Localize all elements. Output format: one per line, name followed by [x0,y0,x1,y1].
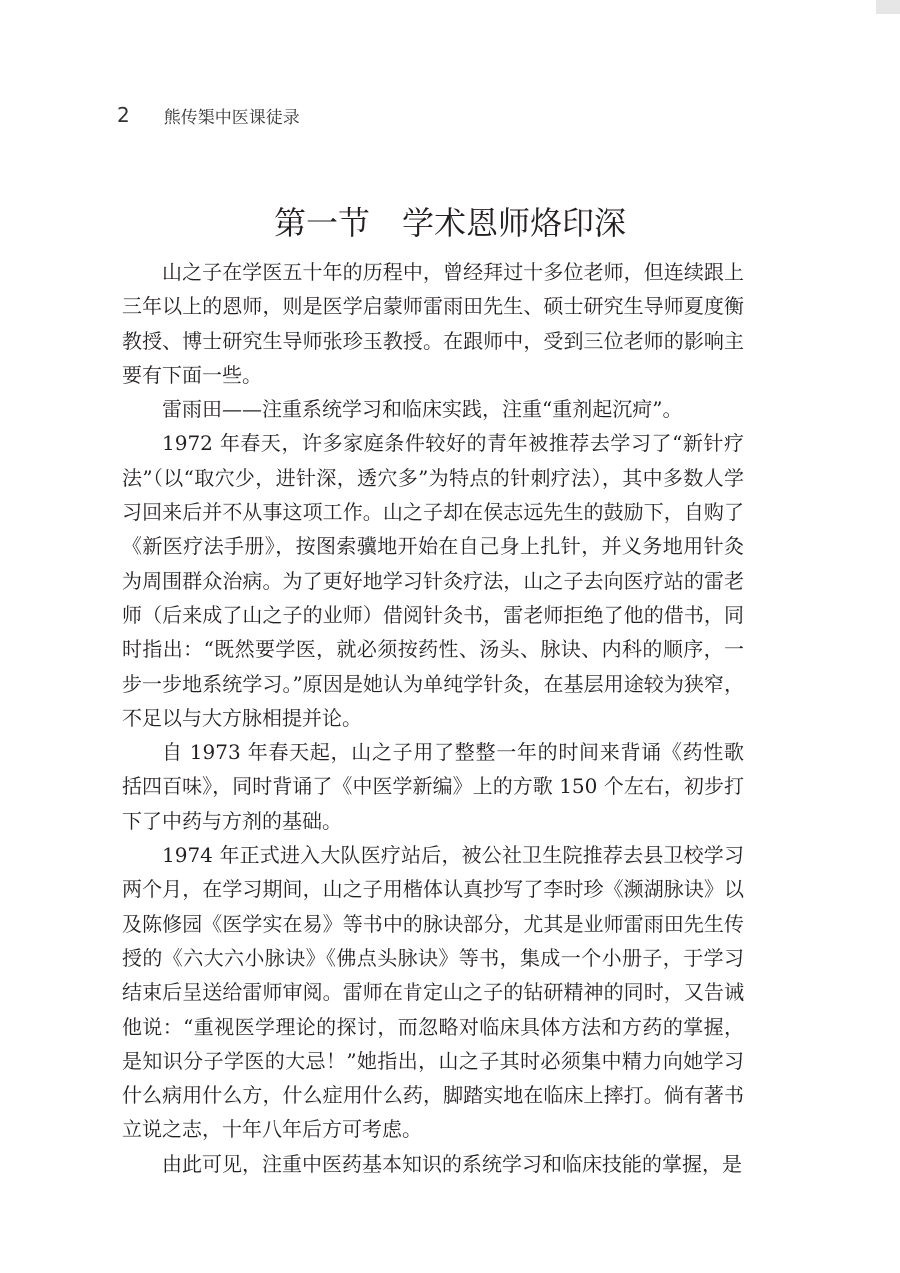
paragraph: 山之子在学医五十年的历程中，曾经拜过十多位老师，但连续跟上三年以上的恩师，则是医学启蒙师雷雨田先生、硕士研究生导师夏度衡教授、博士研究生导师张珍玉教授。在跟师中，受到三位老师的影响主要有下面一些。 [122,260,744,387]
running-header-book-title: 熊传榘中医课徒录 [163,107,300,128]
paragraph: 1972 年春天，许多家庭条件较好的青年被推荐去学习了“新针疗法”（以“取穴少，进针深，透穴多”为特点的针刺疗法），其中多数人学习回来后并不从事这项工作。山之子却在侯志远先生的鼓励下，自购了《新医疗法手册》，按图索骥地开始在自己身上扎针，并义务地用针灸为周围群众治病。为了更好地学习针灸疗法，山之子去向医疗站的雷老师（后来成了山之子的业师）借阅针灸书，雷老师拒绝了他的借书，同时指出：“既然要学医，就必须按药性、汤头、脉诀、内科的顺序，一步一步地系统学习。”原因是她认为单纯学针灸，在基层用途较为狭窄，不足以与大方脉相提并论。 [122,431,744,730]
body-text [122,255,744,1181]
paragraph: 雷雨田——注重系统学习和临床实践，注重“重剂起沉疴”。 [162,397,683,422]
paragraph: 1974 年正式进入大队医疗站后，被公社卫生院推荐去县卫校学习两个月，在学习期间，山之子用楷体认真抄写了李时珍《濒湖脉诀》以及陈修园《医学实在易》等书中的脉诀部分，尤其是业师雷雨田先生传授的《六大六小脉诀》《佛点头脉诀》等书，集成一个小册子，于学习结束后呈送给雷师审阅。雷师在肯定山之子的钻研精神的同时，又告诫他说：“重视医学理论的探讨，而忽略对临床具体方法和方药的掌握，是知识分子学医的大忌！”她指出，山之子其时必须集中精力向她学习什么病用什么方，什么症用什么药，脚踏实地在临床上摔打。倘有著书立说之志，十年八年后方可考虑。 [122,843,744,1142]
running-header [117,101,300,129]
paragraph: 自 1973 年春天起，山之子用了整整一年的时间来背诵《药性歌括四百味》，同时背诵了《中医学新编》上的方歌 150 个左右，初步打下了中药与方剂的基础。 [122,740,744,833]
page-corner-mark [876,0,900,14]
section-title: 第一节 学术恩师烙印深 [273,204,626,242]
paragraph: 由此可见，注重中医药基本知识的系统学习和临床技能的掌握，是 [162,1151,742,1176]
page-number: 2 [117,103,130,127]
